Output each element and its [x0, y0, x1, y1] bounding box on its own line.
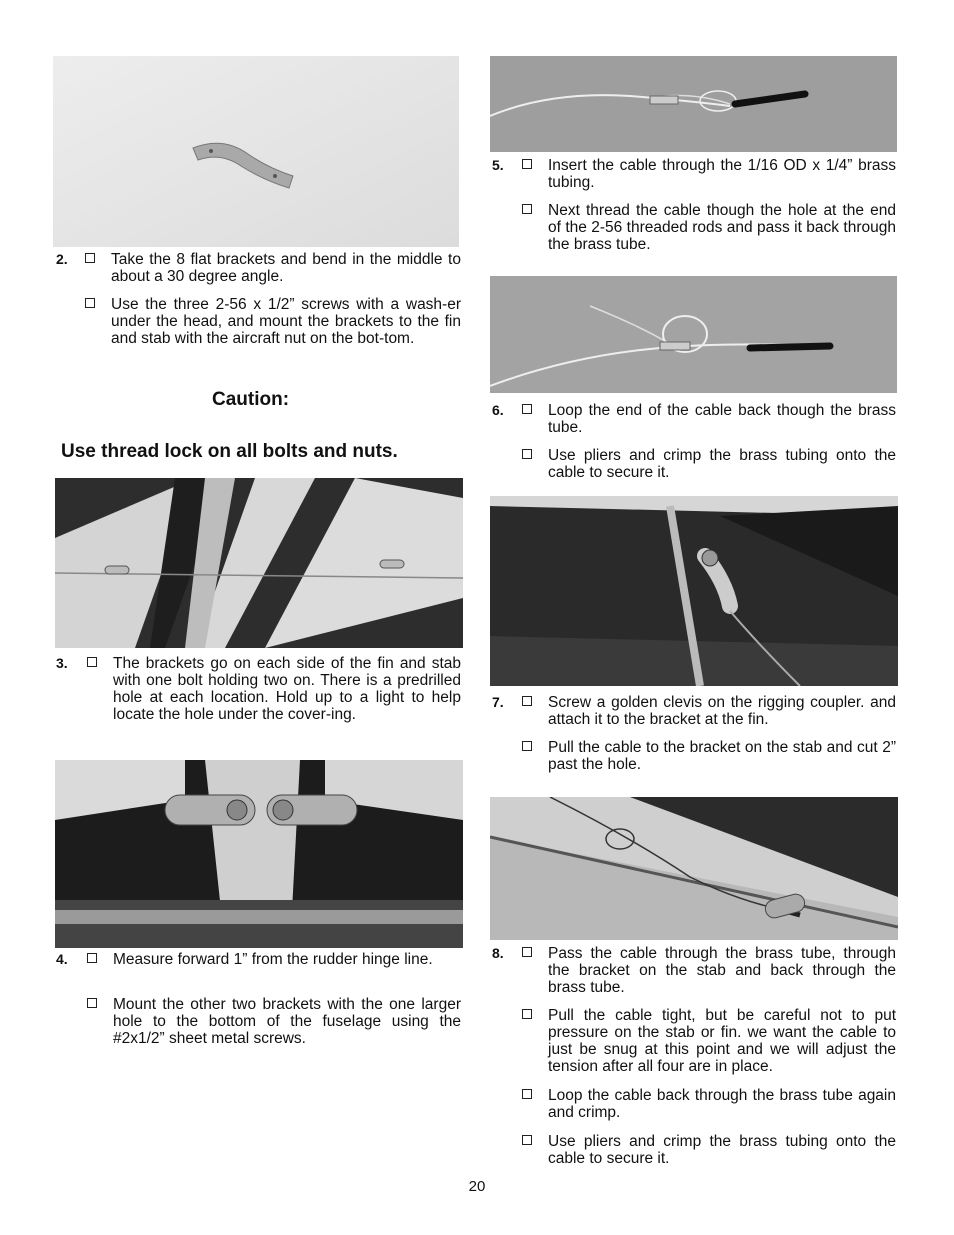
caution-heading: Caution:: [212, 389, 290, 410]
step-number: 4.: [56, 951, 68, 967]
step-number: 3.: [56, 655, 68, 671]
checkbox[interactable]: [87, 953, 97, 963]
step-number: 7.: [492, 694, 504, 710]
checkbox[interactable]: [87, 998, 97, 1008]
step-text: Pull the cable tight, but be careful not to put pressure on the stab or fin. we want the cable to just be snug at this point and we will adjust the tension after all four are in place.: [548, 1007, 896, 1075]
checkbox[interactable]: [522, 696, 532, 706]
caution-text: Use thread lock on all bolts and nuts.: [61, 441, 398, 462]
checkbox[interactable]: [85, 253, 95, 263]
photo-fuselage-brackets: [55, 760, 463, 948]
step-text: Next thread the cable though the hole at the end of the 2-56 threaded rods and pass it back through the brass tube.: [548, 202, 896, 253]
step-number: 5.: [492, 157, 504, 173]
step-text: Screw a golden clevis on the rigging coupler. and attach it to the bracket at the fin.: [548, 694, 896, 728]
step-number: 2.: [56, 251, 68, 267]
checkbox[interactable]: [522, 947, 532, 957]
step-text: Measure forward 1” from the rudder hinge line.: [113, 951, 433, 968]
step-text: Insert the cable through the 1/16 OD x 1/4” brass tubing.: [548, 157, 896, 191]
photo-stab-bracket-cable: [490, 797, 898, 940]
step-number: 6.: [492, 402, 504, 418]
step-text: The brackets go on each side of the fin and stab with one bolt holding two on. There is a predrilled hole at each location. Hold up to a light to help locate the hole under the cover-ing.: [113, 655, 461, 723]
step-text: Mount the other two brackets with the one larger hole to the bottom of the fuselage using the #2x1/2” sheet metal screws.: [113, 996, 461, 1047]
step-text: Loop the end of the cable back though the brass tube.: [548, 402, 896, 436]
photo-bent-bracket: [53, 56, 459, 247]
page-number: 20: [468, 1178, 486, 1195]
photo-fin-bracket-cable: [490, 496, 898, 686]
step-text: Use pliers and crimp the brass tubing onto the cable to secure it.: [548, 1133, 896, 1167]
step-text: Use the three 2-56 x 1/2” screws with a wash-er under the head, and mount the brackets to the fin and stab with the aircraft nut on the bot-tom.: [111, 296, 461, 347]
checkbox[interactable]: [522, 404, 532, 414]
checkbox[interactable]: [522, 159, 532, 169]
step-text: Pass the cable through the brass tube, through the bracket on the stab and back through the brass tube.: [548, 945, 896, 996]
photo-cable-tube: [490, 56, 897, 152]
checkbox[interactable]: [522, 449, 532, 459]
checkbox[interactable]: [522, 1135, 532, 1145]
checkbox[interactable]: [522, 1089, 532, 1099]
photo-cable-loop: [490, 276, 897, 393]
checkbox[interactable]: [522, 1009, 532, 1019]
checkbox[interactable]: [85, 298, 95, 308]
checkbox[interactable]: [522, 741, 532, 751]
step-text: Pull the cable to the bracket on the stab and cut 2” past the hole.: [548, 739, 896, 773]
step-text: Use pliers and crimp the brass tubing onto the cable to secure it.: [548, 447, 896, 481]
checkbox[interactable]: [522, 204, 532, 214]
step-text: Take the 8 flat brackets and bend in the middle to about a 30 degree angle.: [111, 251, 461, 285]
step-text: Loop the cable back through the brass tube again and crimp.: [548, 1087, 896, 1121]
checkbox[interactable]: [87, 657, 97, 667]
step-number: 8.: [492, 945, 504, 961]
photo-fin-stab-stripes: [55, 478, 463, 648]
